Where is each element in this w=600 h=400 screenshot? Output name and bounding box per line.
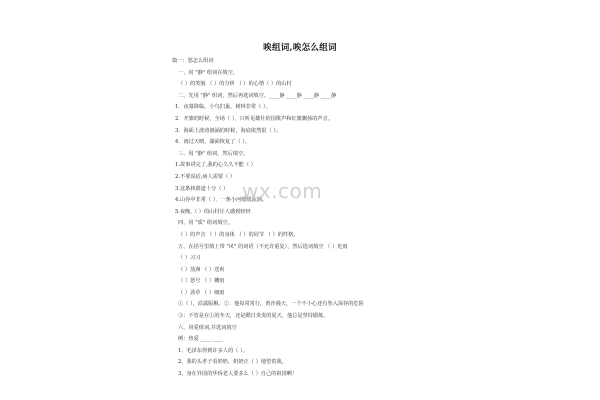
document-body [172, 56, 472, 381]
watermark-text: wx.com [242, 179, 323, 203]
question-line: 例：热爱 ____ ____ [178, 336, 223, 343]
question-line: （ ）的声音 （ ）的身体 （ ）的同节 （ ）的性格。 [178, 231, 299, 238]
question-line: （ ）的笑貌 （ ）的分析 （ ）的心情（ ）的山村 [178, 81, 292, 88]
question-line: （ ）劲草 （ ）细雨 [178, 289, 225, 296]
question-line: 1．夜幕降临，小鸟归巢，树林非常（ ）。 [175, 104, 271, 111]
question-line: 4.山谷中非常（ ），一条小河缓缓流淌。 [175, 197, 268, 204]
question-line: 四、用 "质" 组词填空。 [178, 220, 233, 227]
question-line: 5.夜晚,（ ）的山村让人感到轻轻 [175, 208, 251, 215]
question-line: （ ）蒸洲 （ ）送爽 [178, 266, 225, 273]
question-line: 1、毛泽东得到许多人的（ ）。 [178, 347, 248, 354]
question-line: 3、身在异国的华侨老人要多么（ ）自己的祖国啊！ [178, 371, 298, 378]
question-line: 3.这条林荫道十分（ ） [175, 185, 229, 192]
question-line: （ ）习习 [178, 255, 201, 262]
question-line: ③：不管是在①的冬天，还是酷日炎炎的夏天，他总是坚持锻炼。 [178, 313, 329, 320]
section-heading: 篇一：怒怎么组词 [172, 58, 214, 64]
question-line: ①（ ），沿露版粮。②：他每常常行，黄沙漫天，一个不小心还有坠入深谷的危险 [178, 301, 364, 308]
question-line: 六、用爱组词,并选词填空 [178, 324, 237, 331]
question-line: （ ）怒号 （ ）栅雨 [178, 278, 225, 285]
question-line: 2.不要说话,病人需要（ ） [175, 173, 236, 180]
document-title: 唉组词,唉怎么组词 [263, 43, 337, 53]
question-line: 五、在括号里填上带 "风" 的词语（不允许重复），然后选词填空 （ ）化雨 [178, 243, 348, 250]
question-line: 4．雨过天晴，湖面恢复了（ ）。 [175, 139, 250, 146]
question-line: 3．海面上波涛汹涌的时候，海底依然很（ ）。 [175, 127, 282, 134]
question-line: 1.故事讲完了,我的心久久不能（ ） [175, 162, 256, 169]
question-line: 二、先用 "静" 组词，然后再选词填空。____静 ____静 ____静 ____静 [178, 92, 337, 99]
question-line: 一、用 "静" 组词在填空。 [178, 69, 238, 76]
question-line: 2．开旗的时候，全场（ ），只听见雄壮的国歌声和红旗飘扬的声音。 [175, 115, 333, 122]
question-line: 三、用 "静" 组词，然后填空。 [178, 150, 249, 157]
question-line: 2、我的头孝子看奶奶，奶奶正（ ）地望着我。 [178, 359, 287, 366]
